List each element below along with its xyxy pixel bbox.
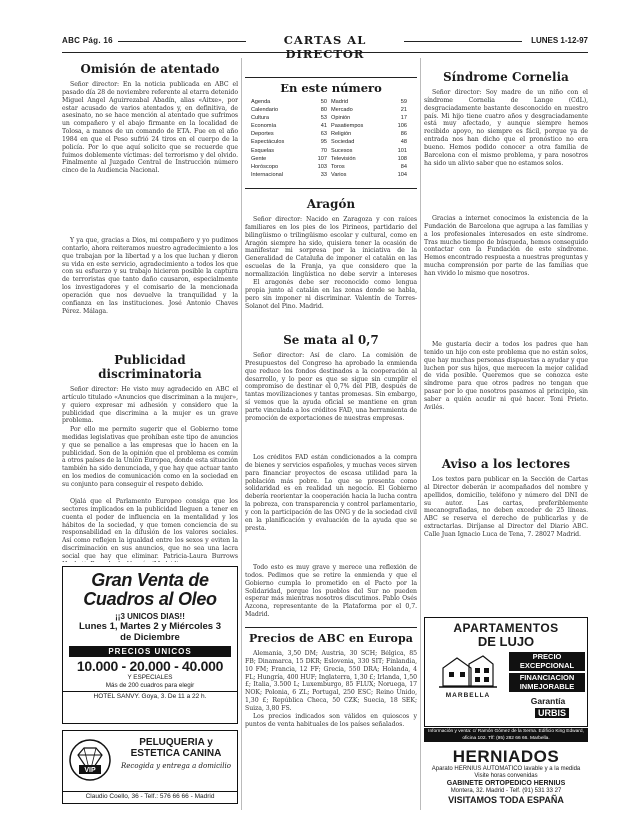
index-entry[interactable] — [331, 138, 411, 146]
letter-paragraph: Señor director: Así de claro. La comisión de Presupuestos del Congreso ha aprobado la enmienda que reduce los fondos destinados a la cooperación al desarrollo, y lo peor es que se sigue sin cumplir el compromiso de destinar el 0,7% del PIB, después de tantas movilizaciones y tantas promesas. Sin embargo, sí vemos que la ayuda oficial se mantiene en gran parte vinculada a los créditos FAD, una herramienta de promoción de exportaciones de nuestras empresas. — [245, 352, 417, 422]
index-section-name: Deportes — [251, 131, 274, 138]
index-section-name: Esquelas — [251, 147, 275, 154]
index-section-name: Mercado — [331, 107, 353, 114]
index-page-number: 63 — [320, 131, 327, 138]
index-row — [251, 106, 411, 114]
index-row — [251, 147, 411, 155]
index-page-number: 86 — [400, 131, 407, 138]
ad-headline: PELUQUERIA y ESTETICA CANINA — [130, 737, 222, 759]
column-center — [245, 195, 417, 805]
ad-address: Montera, 32. Madrid - Telf. (91) 531 33 27 — [450, 788, 562, 794]
index-page-number: 106 — [397, 123, 407, 130]
ad-painting-sale[interactable] — [62, 566, 238, 724]
letter-heading: Omisión de atentado — [80, 62, 220, 76]
header-rule-left — [118, 41, 246, 42]
index-section-name: Toros — [331, 163, 345, 170]
index-section-name: Sucesos — [331, 147, 353, 154]
ad-finance-box: FINANCIACION INMEJORABLE — [509, 673, 585, 692]
letter-paragraph: Me gustaría decir a todos los padres que han tenido un hijo con este problema que no están solos, que hay muchas personas dispuestas a ayudar y que luchen por sus hijos, que merecen la mejor calidad de vida posible. Queremos que se conozca este síndrome para que otros padres no tengan que pasar por lo que nosotros pasamos al principio, sin saber a quién acudir ni qué hacer. Toni Prieto. Avilés. — [424, 341, 588, 411]
index-page-number: 33 — [320, 171, 327, 178]
index-page-number: 17 — [400, 115, 407, 122]
letter-heading: Publicidad discriminatoria — [98, 353, 202, 381]
letter-paragraph: Todo esto es muy grave y merece una reflexión de todos. Pedimos que se retire la enmienda y que el Gobierno cumpla lo prometido en el Pacto por la Solidaridad, porque los pueblos del Sur no pueden esperar más mientras nosotros discutimos. Pablo Osés Azcona, representante de la Plataforma por el 0,7. Madrid. — [245, 564, 417, 619]
ad-city: MARBELLA — [445, 692, 491, 699]
ad-dog-grooming[interactable] — [62, 730, 238, 804]
price-heading: Precios de ABC en Europa — [245, 627, 417, 645]
index-section-name: Agenda — [251, 99, 271, 105]
index-page-number: 101 — [397, 147, 407, 154]
letter-heading: Síndrome Cornelia — [443, 70, 569, 84]
index-entry[interactable] — [331, 147, 411, 155]
column-divider — [241, 58, 242, 810]
index-entry[interactable] — [331, 130, 411, 138]
index-section-name: Varios — [331, 171, 347, 178]
index-row — [251, 171, 411, 179]
index-page-number: 59 — [400, 99, 407, 105]
index-section-name: Sociedad — [331, 139, 355, 146]
letter-paragraph: Ojalá que el Parlamento Europeo consiga que los sectores implicados en la publicidad lleguen a tener en cuenta el poder de influencia en la mentalidad y los hábitos de la sociedad, y que tomen conciencia de su responsabilidad en la difusión de los valores sociales. Así como reflejen la igualdad entre los sexos y eviten la discriminación en sus anuncios, que no sea una lacra social que hay que eliminar. Patricia-Laura Burrows — [62, 498, 238, 560]
ad-slogan: VISITAMOS TODA ESPAÑA — [448, 795, 564, 804]
index-page-number: 48 — [400, 139, 407, 146]
index-page-number: 80 — [320, 107, 327, 114]
page-header — [62, 33, 588, 61]
letter-paragraph: Señor director: Soy madre de un niño con el síndrome Cornelia de Lange (CdL), desgraciadamente bastante desconocido en nuestro país. Mi hijo tiene cuatro años y desgraciadamente está muy afectado, y aunque siempre hemos recibido apoyo, no siempre es fácil, porque ya de entrada nos han dicho que el pronóstico no era bueno. Hemos podido conocer a otra familia de Barcelona con el mismo problema, y para nosotros ha sido un alivio saber que no estamos solos. — [424, 89, 588, 167]
notice-heading: Aviso a los lectores — [441, 457, 571, 471]
ad-note: Más de 200 cuadros para elegir — [105, 681, 195, 689]
ad-line: Aparato HERNIUS AUTOMATICO lavable y a la medida — [431, 766, 581, 772]
price-list: Alemania, 3,50 DM; Austria, 30 SCH; Bélgica, 85 FB; Dinamarca, 15 DKR; Eslovenia, 330 SIT; Finlandia, 10 FM; Francia, 12 FF; Grecia, 550 DRA; Holanda, 4 FL; Hungría, 400 HUF; Inglaterra, 1,30 £; Irlanda, 1,50 £; Italia, 3.500 L; Luxemburgo, 85 FLUX; Noruega, 17 NOK; Polonia, 6 ZL; Portugal, 250 ESC; Reino Unido, 1,30 £; República Checa, 50 CZK; Suecia, 18 SEK; Suiza, 3,80 FS. — [245, 650, 417, 712]
index-section-name: Pasatiempos — [331, 123, 364, 130]
logo-badge-text: VIP — [84, 767, 96, 774]
index-row — [251, 122, 411, 130]
index-row — [251, 98, 411, 106]
header-rule-right — [404, 41, 522, 42]
index-page-number: 84 — [400, 163, 407, 170]
index-page-number: 50 — [320, 99, 327, 105]
ad-headline: Cuadros al Oleo — [83, 589, 217, 609]
index-entry[interactable] — [251, 155, 331, 163]
letter-heading: Se mata al 0,7 — [283, 333, 379, 347]
index-section-name: Cultura — [251, 115, 270, 122]
index-entry[interactable] — [331, 163, 411, 171]
index-row — [251, 138, 411, 146]
ad-guarantee: Garantía — [530, 696, 566, 706]
ad-dates: de Diciembre — [120, 632, 180, 643]
ad-hernias[interactable] — [424, 748, 588, 804]
index-entry[interactable] — [251, 171, 331, 179]
letter-paragraph: Los créditos FAD están condicionados a la compra de bienes y servicios españoles, y muchas veces sirven para financiar proyectos de escasa utilidad para la población más pobre. Lo que se presenta como solidaridad es en realidad un negocio. El Gobierno debería reorientar la cooperación hacia la lucha contra la pobreza, con transparencia y control parlamentario, y con la participación de las ONG y de la sociedad civil en la planificación y evaluación de la ayuda que se presta. — [245, 454, 417, 532]
index-section-name: Madrid — [331, 99, 349, 105]
building-icon — [439, 652, 497, 690]
index-page-number: 104 — [397, 171, 407, 178]
index-section-name: Espectáculos — [251, 139, 285, 146]
index-entry[interactable] — [331, 98, 411, 106]
ad-note: Y ESPECIALES — [127, 674, 173, 681]
letter-paragraph: Señor director: Nacido en Zaragoza y con raíces familiares en los pies de los Pirineos, partidario del bilingüismo o trilingüismo escolar y cultural, como en Aragón siempre ha sido, quisiera tener la ocasión de manifestar mi sorpresa por la iniciativa de la Generalidad de Cataluña de imponer el catalán en las escuelas de la Franja, ya que considero que la normalización lingüística no debe servir a intereses — [245, 216, 417, 278]
index-page-number: 103 — [317, 163, 327, 170]
ad-price-box: PRECIO EXCEPCIONAL — [509, 652, 585, 671]
index-section-name: Opinión — [331, 115, 351, 122]
index-entry[interactable] — [331, 114, 411, 122]
index-page-number: 107 — [317, 155, 327, 162]
index-row — [251, 114, 411, 122]
index-entry[interactable] — [251, 98, 331, 106]
index-row — [251, 130, 411, 138]
ad-headline: Gran Venta de — [91, 570, 209, 590]
price-note: Los precios indicados son válidos en quioscos y puntos de venta habituales de los países señalados. — [245, 713, 417, 728]
index-row — [251, 155, 411, 163]
index-section-name: Internacional — [251, 171, 284, 178]
ad-subheadline: Recogida y entrega a domicilio — [121, 762, 231, 770]
diamond-logo-icon — [68, 737, 112, 783]
letter-paragraph: Señor director: En la noticia publicada en ABC el pasado día 28 de noviembre referente al etarra detenido Miguel Angel Aguirrezabal Abadín, alias «Aitxe», por estar acusado de varios atentados y, en definitiva, de asesinato, no se hace mención al atentado que sufrimos un compañero y el abajo firmante en la localidad de Tolosa, a manos de un comando de ETA. Fue en el año 1984 en que el Peso sufrió 24 tiros en el cuerpo de la policía. Por lo que aquí solicito que se recuerde que fuimos doblemente víctimas: del terrorismo y del olvido. Finalmente al Juzgado Central de Instrucción número cinco de la Audiencia Nacional. — [62, 81, 238, 175]
index-section-name: Economía — [251, 123, 277, 130]
ad-apartments[interactable] — [424, 617, 588, 727]
letter-paragraph: Y ya que, gracias a Dios, mi compañero y yo pudimos contarlo, ahora reiteramos nuestro agradecimiento a los que trabajan por la libertad y a los que luchan y dieron su vida en este servicio, agradecimiento a todos los que con su esfuerzo y su trabajo hicieron posible la captura de terroristas que tanto daño causaron, especialmente los investigadores y el comisario de la mencionada operación que nos devuelve la tranquilidad y la confianza en las instituciones. José Antonio Chaves Pérez. Málaga. — [62, 237, 238, 315]
index-entry[interactable] — [251, 138, 331, 146]
index-entry[interactable] — [251, 122, 331, 130]
index-page-number: 108 — [397, 155, 407, 162]
index-table — [251, 98, 411, 179]
index-page-number: 95 — [320, 139, 327, 146]
issue-date: LUNES 1-12-97 — [531, 36, 588, 45]
ad-headline: HERNIADOS — [452, 748, 560, 766]
column-left — [62, 60, 238, 562]
index-entry[interactable] — [251, 163, 331, 171]
ad-subheadline: DE LUJO — [477, 634, 535, 649]
index-entry[interactable] — [331, 122, 411, 130]
index-entry[interactable] — [251, 106, 331, 114]
notice-paragraph: Los textos para publicar en la Sección de Cartas al Director deberán ir acompañados del nombre y apellidos, domicilio, teléfono y número del DNI de su autor. Las cartas, preferiblemente mecanografiadas, no deben exceder de 25 líneas. ABC se reserva el derecho de publicarlas y de extractarlas. Diríjanse al Director del Diario ABC. Calle Juan Ignacio Luca de Tena, 7. 28027 Madrid. — [424, 476, 588, 538]
index-entry[interactable] — [331, 171, 411, 179]
page-number: ABC Pág. 16 — [62, 36, 113, 45]
ad-headline: APARTAMENTOS — [453, 621, 559, 635]
index-section-name: Gente — [251, 155, 267, 162]
letter-paragraph: El aragonés debe ser reconocido como lengua propia junto al catalán en las zonas donde se habla, pero sin imponer ni discriminar. Valentín de Torres-Solanot del Pino. Madrid. — [245, 279, 417, 310]
index-entry[interactable] — [331, 155, 411, 163]
ad-business: GABINETE ORTOPEDICO HERNIUS — [446, 780, 566, 787]
ad-apartments-info: Información y venta: c/ Ramón Gómez de la Serna. Edificio King Edward, oficina 102. Tlf: (95) 282 66 66. Marbella. — [424, 728, 588, 742]
ad-address: HOTEL SANVY. Goya, 3. De 11 a 22 h. — [63, 691, 237, 700]
index-entry[interactable] — [251, 114, 331, 122]
letter-heading: Aragón — [306, 197, 356, 211]
column-divider — [420, 58, 421, 810]
ad-subheadline: ¡¡3 UNICOS DIAS!! — [115, 612, 185, 621]
section-title: CARTAS AL DIRECTOR — [283, 33, 367, 61]
header-underline — [62, 52, 588, 53]
index-page-number: 41 — [320, 123, 327, 130]
index-section-name: Horóscopo — [251, 163, 279, 170]
column-right — [424, 60, 588, 612]
letter-paragraph: Señor director: He visto muy agradecido en ABC el artículo titulado «Anuncios que discriminan a la mujer», y quiero expresar mi adhesión y considero que la publicidad que discrimina a la mujer es un grave problema. — [62, 386, 238, 425]
ad-price-band: PRECIOS UNICOS — [69, 646, 231, 657]
ad-line: Visite horas convenidas — [474, 773, 538, 779]
index-row — [251, 163, 411, 171]
ad-brand: URBIS — [535, 708, 569, 718]
index-page-number: 70 — [320, 147, 327, 154]
index-entry[interactable] — [251, 147, 331, 155]
letter-paragraph: Por ello me permito sugerir que el Gobierno tome medidas legislativas que prohíban este tipo de anuncios y que se penalice a las empresas que lo hacen en la publicidad. Son de la opinión que el problema es común a otros países de la Unión Europea, donde esta situación también ha sido denunciada, y que hay que actuar tanto en los medios de comunicación como en la sociedad en su conjunto para conseguir el respeto debido. — [62, 426, 238, 488]
index-section-name: Calendario — [251, 107, 279, 114]
index-box — [245, 77, 417, 189]
index-section-name: Televisión — [331, 155, 356, 162]
index-section-name: Religión — [331, 131, 352, 138]
index-title: En este número — [280, 81, 382, 95]
ad-address: Claudio Coello, 36 - Telf.: 576 66 66 - Madrid — [63, 791, 237, 800]
ad-dates: Lunes 1, Martes 2 y Miércoles 3 — [78, 621, 222, 632]
ad-prices: 10.000 - 20.000 - 40.000 — [76, 658, 224, 674]
index-entry[interactable] — [251, 130, 331, 138]
index-page-number: 21 — [400, 107, 407, 114]
index-entry[interactable] — [331, 106, 411, 114]
index-page-number: 53 — [320, 115, 327, 122]
letter-paragraph: Gracias a internet conocimos la existencia de la Fundación de Barcelona que agrupa a las familias y a los profesionales interesados en este síndrome. Tras mucho tiempo de búsqueda, hemos conseguido contactar con la Fundación de este síndrome. Hemos encontrado respuesta a nuestras preguntas y mucha comprensión por parte de las familias que han vivido lo mismo que nosotros. — [424, 215, 588, 277]
